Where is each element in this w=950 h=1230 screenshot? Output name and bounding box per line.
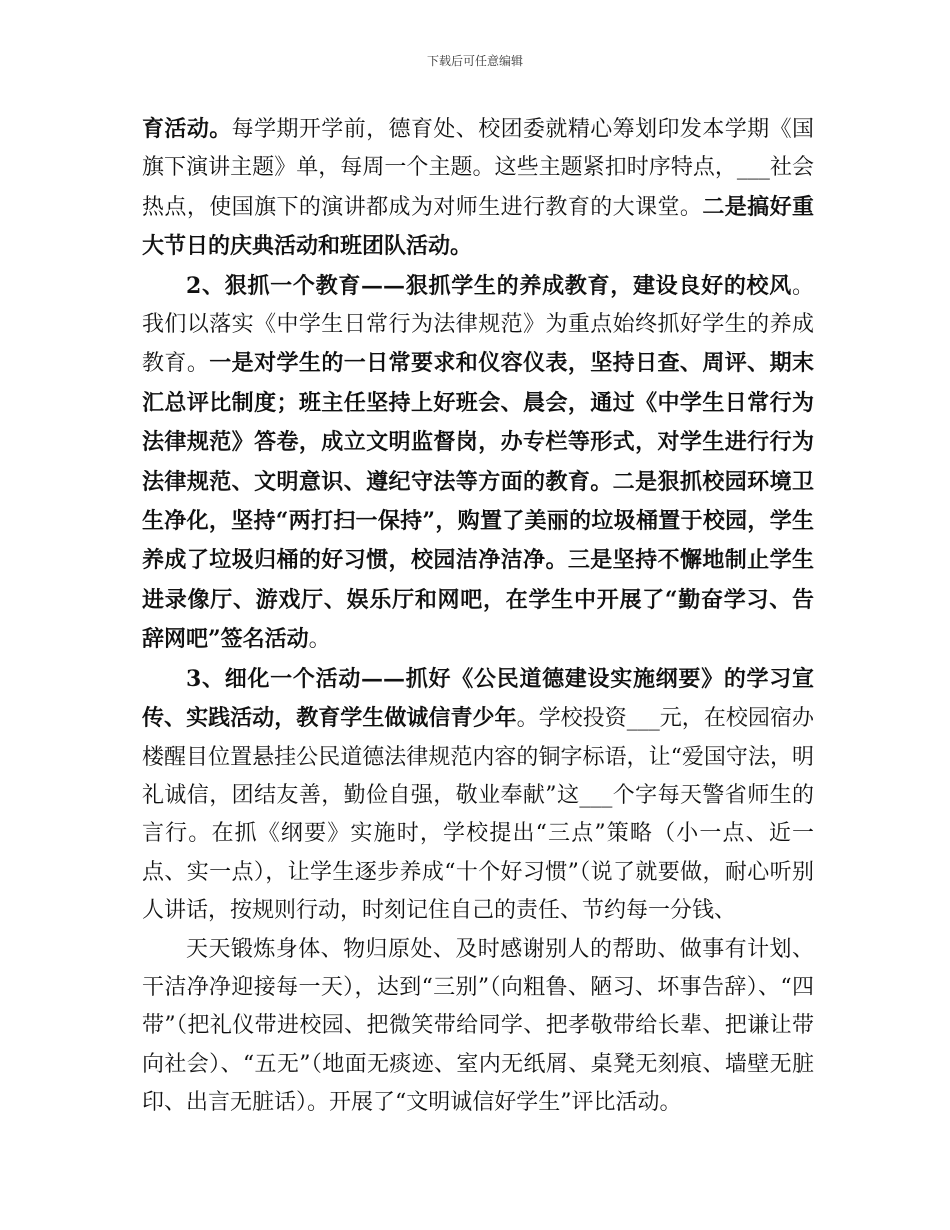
paragraph-1	[142, 110, 814, 267]
document-body	[142, 110, 814, 1123]
text-run: 育活动。	[142, 116, 232, 142]
text-run: 一是对学生的一日常要求和仪容仪表，坚持日查、周评、期末汇总评比制度；班主任坚持上好班会、晨会，通过《中学生日常行为法律规范》答卷，成立文明监督岗，办专栏等形式，对学生进行行为法律规范、文明意识、遵纪守法等方面的教育。二是狠抓校园环境卫生净化，坚持“两打扫一保持”，购置了美丽的垃圾桶置于校园，学生养成了垃圾归桶的好习惯，校园洁净洁净。三是坚持不懈地制止学生进录像厅、游戏厅、娱乐厅和网吧，在学生中开展了“勤奋学习、告辞网吧”签名活动	[142, 350, 814, 653]
text-run: 二是搞好重大节日的庆典活动和班团队活动。	[142, 193, 814, 260]
text-run: 每学期开学前，德育处、校团委就精心筹划印发本学期《国旗下演讲主题》单，每周一个主题。这些主题紧扣时序特点，___社会热点，使国旗下的演讲都成为对师生进行教育的大课堂。	[142, 117, 814, 220]
paragraph-4	[142, 931, 814, 1123]
paragraph-3	[142, 660, 814, 931]
text-run: 。我们以落实《中学生日常行为法律规范》为重点始终抓好学生的养成教育。	[142, 273, 814, 377]
text-run: 2、狠抓一个教育——狠抓学生的养成教育，建设良好的校风	[186, 272, 792, 299]
text-run: 。学校投资___元，在校园宿办楼醒目位置悬挂公民道德法律规范内容的铜字标语，让“爱国守法，明礼诚信，团结友善，勤俭自强，敬业奉献”这___个字每天警省师生的言行。在抓《纲要》实施时，学校提出“三点”策略（小一点、近一点、实一点），让学生逐步养成“十个好习惯”（说了就要做，耐心听别人讲话，按规则行动，时刻记住自己的责任、节约每一分钱、	[142, 706, 814, 924]
paragraph-2	[142, 267, 814, 660]
page-header: 下载后可任意编辑	[426, 54, 523, 68]
text-run: 。	[308, 627, 331, 653]
text-run: 天天锻炼身体、物归原处、及时感谢别人的帮助、做事有计划、干洁净净迎接每一天），达到“三别”（向粗鲁、陋习、坏事告辞）、“四带”（把礼仪带进校园、把微笑带给同学、把孝敬带给长辈、把谦让带向社会）、“五无”（地面无痰迹、室内无纸屑、桌凳无刻痕、墙壁无脏印、出言无脏话）。开展了“文明诚信好学生”评比活动。	[142, 936, 814, 1116]
text-run: 3、细化一个活动——抓好《公民道德建设实施纲要》的学习宣传、实践活动，教育学生做诚信青少年	[142, 665, 814, 732]
